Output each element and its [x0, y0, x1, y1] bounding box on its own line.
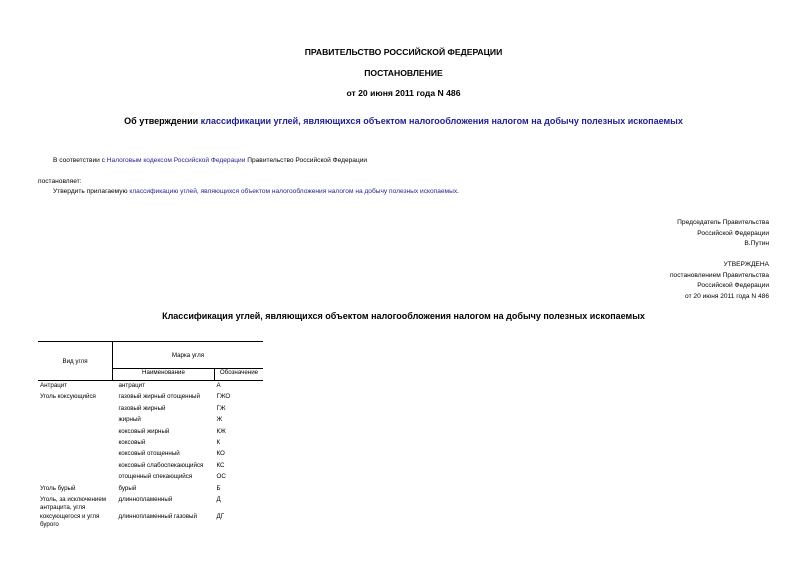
table-row: [38, 461, 263, 472]
cell-type: Уголь, за исключением антрацита, угля: [40, 495, 107, 511]
approved-line-3: Российской Федерации: [697, 282, 769, 289]
table-row: [38, 495, 263, 512]
cell-code: КО: [216, 450, 225, 458]
cell-name: газовый жирный: [118, 404, 166, 412]
decree-suffix: .: [457, 188, 459, 195]
signature-line-1: Председатель Правительства: [677, 219, 769, 226]
cell-name: коксовый жирный: [118, 427, 170, 435]
tax-code-link[interactable]: Налоговым кодексом Российской Федерации: [106, 157, 246, 164]
cell-name: бурый: [118, 484, 137, 492]
signature-line-3: В.Путин: [744, 240, 769, 247]
cell-name: коксовый: [118, 438, 146, 446]
cell-type: Уголь бурый: [40, 484, 76, 492]
cell-code: ДГ: [216, 512, 225, 520]
classification-title: Классификация углей, являющихся объектом налогообложения налогом на добычу полезных ископаемых: [162, 311, 645, 321]
title-prefix: Об утверждении: [124, 116, 201, 126]
approved-line-2: постановлением Правительства: [669, 271, 769, 279]
cell-name: жирный: [118, 416, 141, 424]
table-row: [38, 438, 263, 449]
classification-table: [38, 341, 263, 529]
decree-text: [53, 188, 459, 195]
signature-line-2: Российской Федерации: [697, 229, 769, 237]
document-title: [0, 116, 807, 126]
table-row: [38, 427, 263, 438]
cell-name: газовый жирный отощенный: [118, 393, 200, 401]
cell-code: Б: [216, 484, 221, 492]
cell-name: антрацит: [118, 382, 145, 389]
cell-name: длиннопламенный газовый: [118, 512, 197, 520]
cell-type: [38, 438, 113, 449]
col-code-header: Обозначение: [215, 369, 264, 381]
cell-code: К: [216, 438, 221, 446]
table-row: [38, 381, 263, 393]
approved-line-1: УТВЕРЖДЕНА: [723, 261, 769, 268]
cell-code: Д: [216, 495, 221, 503]
postanovlyaet: постановляет:: [38, 178, 82, 185]
cell-code: КС: [216, 461, 225, 469]
cell-type: [38, 404, 113, 415]
table-row: [38, 512, 263, 529]
cell-type: Антрацит: [40, 382, 68, 389]
col-type-header: Вид угля: [38, 342, 113, 381]
cell-code: ОС: [216, 473, 226, 481]
cell-name: коксовый слабоспекающийся: [118, 461, 204, 469]
table-row: [38, 415, 263, 426]
title-link[interactable]: классификации углей, являющихся объектом налогообложения налогом на добычу полезных ископаемых: [200, 116, 683, 126]
approved-block: [670, 260, 769, 302]
cell-name: отощенный спекающийся: [118, 473, 193, 481]
doc-type-heading: ПОСТАНОВЛЕНИЕ: [364, 68, 443, 78]
cell-name: длиннопламенный: [118, 495, 173, 503]
col-name-header: Наименование: [113, 369, 215, 381]
table-row: [38, 484, 263, 495]
cell-type: [38, 415, 113, 426]
cell-code: КЖ: [216, 427, 226, 435]
approved-line-4: от 20 июня 2011 года N 486: [685, 292, 769, 300]
cell-type: [38, 427, 113, 438]
cell-type: коксующегося и угля бурого: [40, 512, 100, 528]
table-row: [38, 392, 263, 403]
cell-code: Ж: [216, 416, 223, 424]
cell-name: коксовый отощенный: [118, 450, 180, 458]
table-row: [38, 449, 263, 460]
cell-code: ГЖ: [216, 404, 226, 412]
cell-type: [38, 461, 113, 472]
date-number: от 20 июня 2011 года N 486: [346, 88, 461, 98]
preamble-suffix: Правительство Российской Федерации: [245, 157, 368, 164]
classification-link[interactable]: классификацию углей, являющихся объектом налогообложения налогом на добычу полезных ископаемых: [129, 188, 458, 195]
cell-type: [38, 472, 113, 483]
table-row: [38, 472, 263, 483]
government-heading: ПРАВИТЕЛЬСТВО РОССИЙСКОЙ ФЕДЕРАЦИИ: [304, 47, 503, 57]
cell-code: А: [216, 382, 221, 389]
preamble-prefix: В соответствии с: [53, 157, 107, 164]
decree-prefix: Утвердить прилагаемую: [53, 188, 130, 195]
cell-type: [38, 449, 113, 460]
preamble: [53, 157, 367, 164]
cell-code: ГЖО: [216, 393, 231, 401]
col-grade-header: Марка угля: [113, 342, 264, 369]
cell-type: Уголь коксующийся: [40, 393, 96, 401]
table-row: [38, 404, 263, 415]
signature-block: [677, 218, 769, 250]
